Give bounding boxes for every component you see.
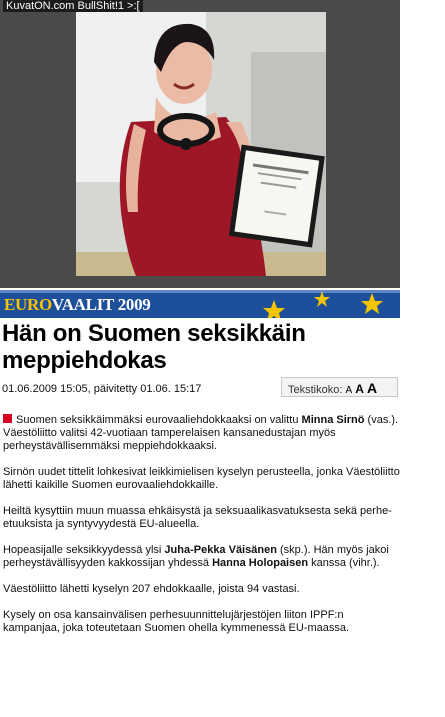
banner-title-rest: VAALIT 2009 [51, 295, 151, 314]
article-paragraph-1 [3, 414, 403, 453]
text-size-medium-button[interactable]: A [355, 382, 364, 396]
article-headline [2, 320, 402, 374]
red-square-icon [3, 414, 12, 423]
p4-text-b: (skp.). Hän myös jakoi perheystävällisyyden kakkossijan yhdessä [3, 544, 389, 569]
p1-name: Minna Sirnö [301, 414, 365, 426]
banner-title [4, 295, 151, 315]
article-paragraph-2: Sirnön uudet tittelit lohkesivat leikkimielisen kyselyn perusteella, jonka Väestöliitto lähetti kaikille Suomen eurovaaliehdokkaille. [3, 466, 400, 491]
article-paragraph-3: Heiltä kysyttiin muun muassa ehkäisystä ja seksuaalikasvatuksesta sekä perhe-etuuksista ja syntyvyydestä EU-alueella. [3, 505, 392, 530]
article-paragraph-6: Kysely on osa kansainvälisen perhesuunnittelujärjestöjen liiton IPPF:n kampanjaa, joka toteutetaan Suomen ohella kymmenessä EU-maassa. [3, 609, 350, 634]
photo-illustration [76, 12, 326, 276]
headline-line-2: meppiehdokas [2, 347, 167, 374]
article-body [3, 414, 403, 648]
text-size-control [281, 377, 398, 397]
eu-stars-icon [240, 290, 400, 318]
article-photo[interactable] [76, 12, 326, 276]
article-timestamp: 01.06.2009 15:05, päivitetty 01.06. 15:17 [2, 383, 202, 395]
text-size-large-button[interactable]: A [366, 380, 378, 396]
headline-line-1: Hän on Suomen seksikkäin [2, 320, 306, 347]
watermark: KuvatON.com BullShit!1 >:[ [3, 0, 143, 12]
text-size-label: Tekstikoko: [288, 384, 343, 396]
p1-text-b: (vas.). Väestöliitto valitsi 42-vuotiaan tamperelaisen kansanedustajan myös perheystävällisemmäksi meppiehdokkaaksi. [3, 414, 399, 452]
euroelection-banner[interactable] [0, 290, 400, 318]
p1-text-a: Suomen seksikkäimmäksi eurovaaliehdokkaaksi on valittu [16, 414, 302, 426]
article-paragraph-4 [3, 544, 403, 570]
article-paragraph-5: Väestöliitto lähetti kyselyn 207 ehdokkaalle, joista 94 vastasi. [3, 583, 300, 595]
p4-name-2: Hanna Holopaisen [212, 557, 309, 569]
text-size-small-button[interactable]: A [345, 385, 353, 396]
p4-name-1: Juha-Pekka Väisänen [164, 544, 277, 556]
photo-frame [0, 0, 400, 288]
p4-text-a: Hopeasijalle seksikkyydessä ylsi [3, 544, 165, 556]
banner-title-euro: EURO [4, 295, 52, 314]
p4-text-c: kanssa (vihr.). [308, 557, 380, 569]
